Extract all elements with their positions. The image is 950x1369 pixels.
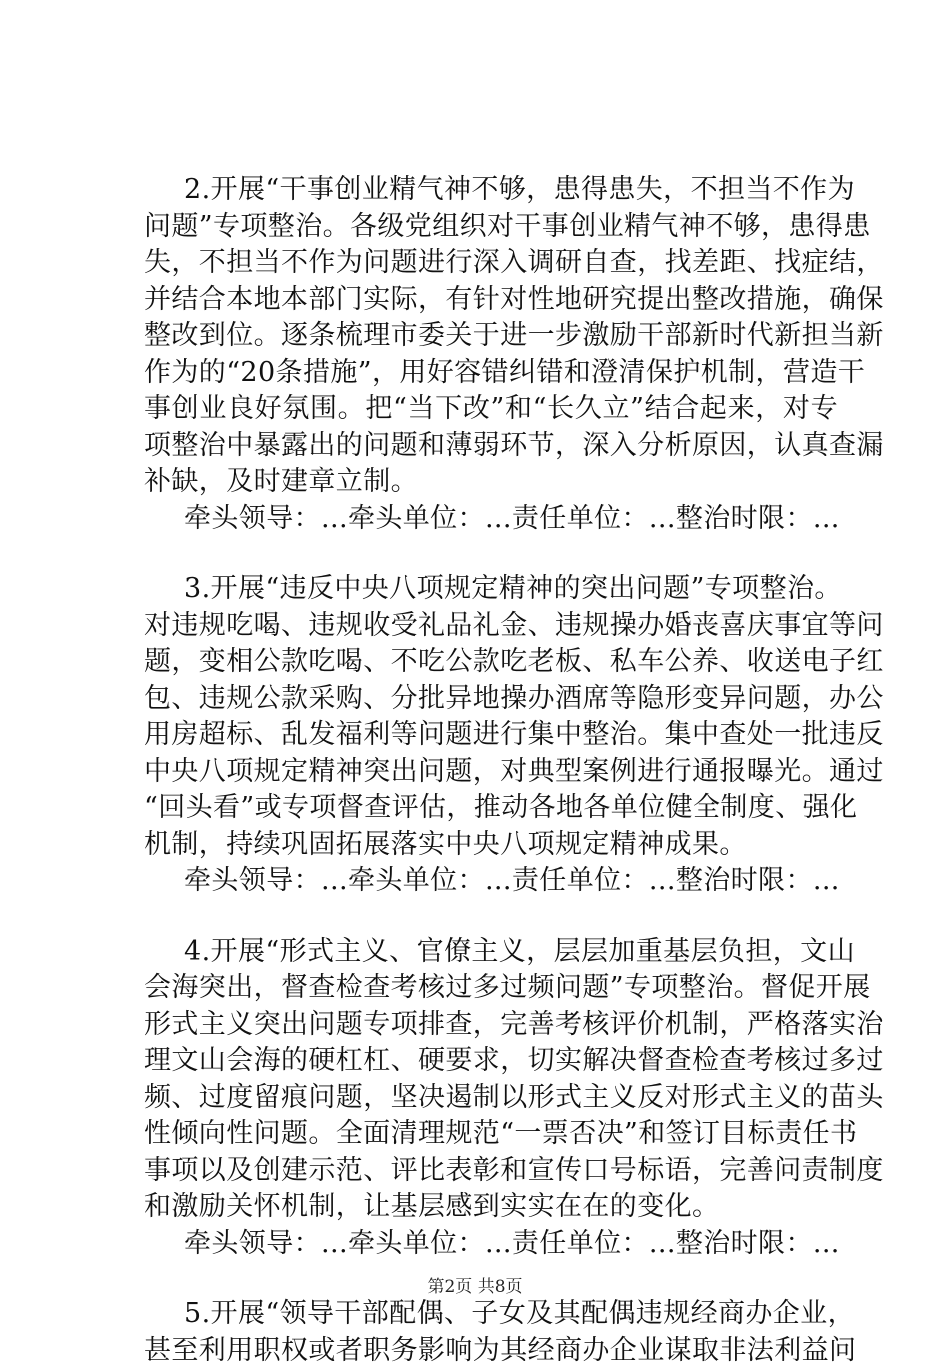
paragraph-line: 包、违规公款采购、分批异地操办酒席等隐形变异问题，办公 <box>144 681 838 718</box>
paragraph-line: 和激励关怀机制，让基层感到实实在在的变化。 <box>144 1189 838 1226</box>
paragraph-line: 会海突出，督查检查考核过多过频问题”专项整治。督促开展 <box>144 970 838 1007</box>
paragraph-line: 频、过度留痕问题，坚决遏制以形式主义反对形式主义的苗头 <box>144 1080 838 1117</box>
responsibility-line: 牵头领导：...牵头单位：...责任单位：...整治时限：... <box>144 863 838 900</box>
paragraph-line: 性倾向性问题。全面清理规范“一票否决”和签订目标责任书 <box>144 1116 838 1153</box>
paragraph-line: 5.开展“领导干部配偶、子女及其配偶违规经商办企业， <box>144 1296 838 1333</box>
paragraph-gap <box>144 537 838 571</box>
paragraph-line: 4.开展“形式主义、官僚主义，层层加重基层负担，文山 <box>144 934 838 971</box>
paragraph-line: 甚至利用职权或者职务影响为其经商办企业谋取非法利益问 <box>144 1333 838 1369</box>
paragraph-line: 对违规吃喝、违规收受礼品礼金、违规操办婚丧喜庆事宜等问 <box>144 608 838 645</box>
responsibility-line: 牵头领导：...牵头单位：...责任单位：...整治时限：... <box>144 1226 838 1263</box>
paragraph-line: 3.开展“违反中央八项规定精神的突出问题”专项整治。 <box>144 571 838 608</box>
paragraph-line: 2.开展“干事创业精气神不够，患得患失，不担当不作为 <box>144 172 838 209</box>
paragraph-line: 机制，持续巩固拓展落实中央八项规定精神成果。 <box>144 827 838 864</box>
paragraph-gap <box>144 900 838 934</box>
paragraph-line: 题，变相公款吃喝、不吃公款吃老板、私车公养、收送电子红 <box>144 644 838 681</box>
paragraph-line: 失，不担当不作为问题进行深入调研自查，找差距、找症结， <box>144 245 838 282</box>
paragraph-line: 补缺，及时建章立制。 <box>144 464 838 501</box>
body-text <box>144 172 838 1369</box>
paragraph-line: 整改到位。逐条梳理市委关于进一步激励干部新时代新担当新 <box>144 318 838 355</box>
paragraph-line: 中央八项规定精神突出问题，对典型案例进行通报曝光。通过 <box>144 754 838 791</box>
paragraph-line: 形式主义突出问题专项排查，完善考核评价机制，严格落实治 <box>144 1007 838 1044</box>
paragraph-line: 事项以及创建示范、评比表彰和宣传口号标语，完善问责制度 <box>144 1153 838 1190</box>
paragraph-line: 作为的“20条措施”，用好容错纠错和澄清保护机制，营造干 <box>144 355 838 392</box>
paragraph-line: 项整治中暴露出的问题和薄弱环节，深入分析原因，认真查漏 <box>144 428 838 465</box>
paragraph-line: 并结合本地本部门实际，有针对性地研究提出整改措施，确保 <box>144 282 838 319</box>
paragraph-line: 事创业良好氛围。把“当下改”和“长久立”结合起来，对专 <box>144 391 838 428</box>
paragraph-line: 用房超标、乱发福利等问题进行集中整治。集中查处一批违反 <box>144 717 838 754</box>
responsibility-line: 牵头领导：...牵头单位：...责任单位：...整治时限：... <box>144 501 838 538</box>
paragraph-line: “回头看”或专项督查评估，推动各地各单位健全制度、强化 <box>144 790 838 827</box>
page-footer: 第2页 共8页 <box>0 1272 950 1297</box>
paragraph-line: 理文山会海的硬杠杠、硬要求，切实解决督查检查考核过多过 <box>144 1043 838 1080</box>
paragraph-line: 问题”专项整治。各级党组织对干事创业精气神不够，患得患 <box>144 209 838 246</box>
